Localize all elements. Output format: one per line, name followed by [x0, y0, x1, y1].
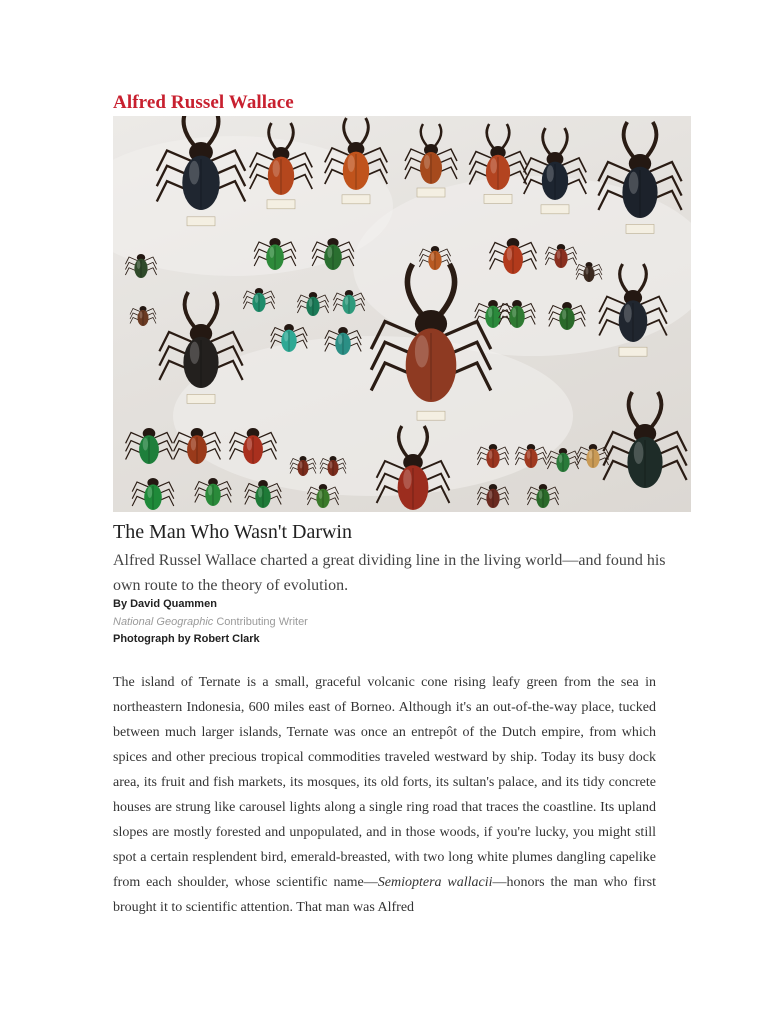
specimen-label — [541, 205, 569, 214]
beetle-specimen — [333, 290, 364, 314]
photo-credit: Photograph by Robert Clark — [113, 633, 260, 645]
beetle-specimen — [130, 306, 156, 326]
beetle-specimen — [603, 392, 686, 488]
specimen-label — [417, 188, 445, 197]
author-role — [113, 616, 308, 628]
beetle-specimen — [132, 478, 174, 510]
specimen-label — [187, 217, 215, 226]
beetle-collection-photo — [113, 116, 691, 512]
specimen-label — [342, 195, 370, 204]
article-body — [113, 670, 656, 920]
byline: By David Quammen — [113, 598, 217, 610]
article-kicker: Alfred Russel Wallace — [113, 92, 294, 113]
beetle-illustration — [113, 116, 691, 512]
body-text-part-2: —honors the man who first brought it to scientific attention. That man was Alfred — [113, 875, 656, 915]
beetle-specimen — [527, 484, 558, 508]
specimen-label — [626, 224, 654, 233]
beetle-specimen — [477, 484, 508, 508]
specimen-label — [267, 200, 295, 209]
article-headline: The Man Who Wasn't Darwin — [113, 521, 352, 543]
specimen-label — [417, 411, 445, 420]
beetle-specimen — [297, 292, 328, 316]
beetle-specimen — [547, 448, 578, 472]
beetle-specimen — [243, 288, 274, 312]
body-text-part-1: The island of Ternate is a small, graceful volcanic cone rising leafy green from the sea in northeastern Indonesia, 600 miles east of Borneo. Although it's an out-of-the-way place, tucked between much larger islands, Ternate was once an entrepôt of the Dutch empire, from which spices and other precious tropical commodities traveled westward by ship. Today its busy dock area, its fruit and fish markets, its mosques, its old forts, its sultan's palace, and its tidy concrete houses are strung like carousel lights along a single ring road that traces the coastline. Its upland slopes are mostly forested and unpopulated, and in those woods, if you're lucky, you might still spot a certain resplendent bird, emerald-breasted, with two long white plumes dangling capelike from each shoulder, whose scientific name— — [113, 675, 656, 890]
beetle-specimen — [126, 428, 173, 464]
author-title: Contributing Writer — [213, 616, 308, 628]
publication-name: National Geographic — [113, 616, 214, 628]
beetle-specimen — [245, 480, 281, 508]
beetle-specimen — [405, 124, 457, 184]
specimen-label — [187, 394, 215, 403]
beetle-specimen — [307, 484, 338, 508]
article-dek: Alfred Russel Wallace charted a great dividing line in the living world—and found his own route to the theory of evolution. — [113, 552, 666, 594]
specimen-label — [619, 347, 647, 356]
body-species-name: Semioptera wallacii — [377, 875, 493, 890]
beetle-specimen — [195, 478, 231, 506]
specimen-label — [484, 194, 512, 203]
